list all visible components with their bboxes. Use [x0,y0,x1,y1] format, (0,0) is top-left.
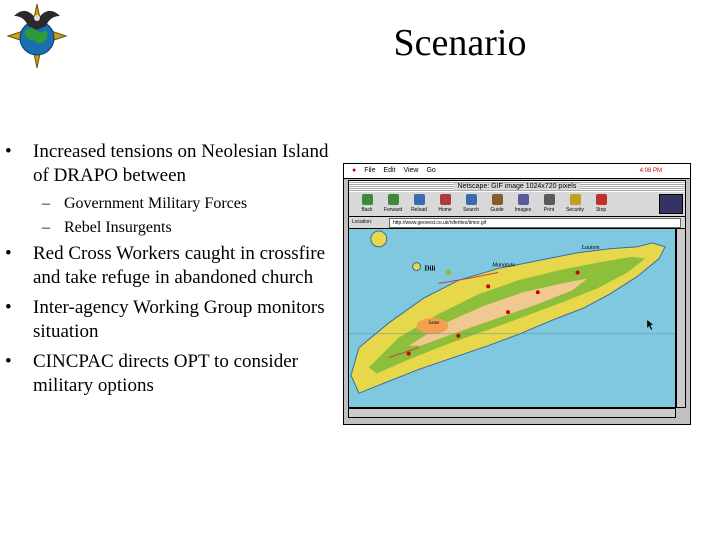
slide-title: Scenario [393,22,527,64]
dash-marker: – [42,195,50,212]
bullet-text: CINCPAC directs OPT to consider military options [33,351,298,396]
stop-icon [596,194,607,205]
home-icon [440,194,451,205]
bullet-item [0,350,330,398]
menu-file[interactable]: File [364,167,376,174]
menubar-clock: 4:08 PM [639,168,662,174]
bullet-item [0,140,330,188]
sub-bullet-item [0,194,330,214]
sub-bullet-item [0,218,330,238]
horizontal-scrollbar[interactable] [348,408,676,418]
sub-bullet-text: Rebel Insurgents [64,219,172,236]
apple-icon: ● [352,167,357,174]
command-emblem-logo [2,2,72,70]
bullet-marker: • [5,141,12,162]
bullet-item [0,296,330,344]
forward-arrow-icon [388,194,399,205]
map-label-north: Manatuto [492,262,516,269]
browser-screenshot [343,163,691,425]
guide-icon [492,194,503,205]
map-label-south: Same [428,320,440,326]
island-map-image [348,228,676,408]
search-icon [466,194,477,205]
forward-button[interactable]: Forward [381,194,405,213]
reload-button[interactable]: Reload [407,194,431,213]
guide-button[interactable]: Guide [485,194,509,213]
images-button[interactable]: Images [511,194,535,213]
vertical-scrollbar[interactable] [676,228,686,408]
reload-icon [414,194,425,205]
bullet-text: Inter-agency Working Group monitors situation [33,297,325,342]
home-button[interactable]: Home [433,194,457,213]
search-button[interactable]: Search [459,194,483,213]
bullet-text: Increased tensions on Neolesian Island of DRAPO between [33,141,329,186]
print-button[interactable]: Print [537,194,561,213]
back-button[interactable]: Back [355,194,379,213]
bullet-list [0,140,330,404]
browser-toolbar [348,192,686,216]
netscape-logo-icon [659,194,683,214]
menu-edit[interactable]: Edit [383,167,396,174]
bullet-marker: • [5,297,12,318]
bullet-text: Red Cross Workers caught in crossfire and take refuge in abandoned church [33,243,326,288]
map-label-east: Lautem [581,244,600,251]
location-label: Location: [352,219,373,225]
back-arrow-icon [362,194,373,205]
bullet-marker: • [5,351,12,372]
location-input[interactable]: http://www.geovest.co.uk/niferties/timor.gif [389,218,681,228]
bullet-item [0,242,330,290]
security-button[interactable]: Security [563,194,587,213]
lock-icon [570,194,581,205]
printer-icon [544,194,555,205]
window-title: Netscape: GIF image 1024x720 pixels [454,183,581,190]
menu-go[interactable]: Go [426,167,436,174]
stop-button[interactable]: Stop [589,194,613,213]
sub-bullet-text: Government Military Forces [64,195,248,212]
images-icon [518,194,529,205]
bullet-marker: • [5,243,12,264]
mac-menubar [344,164,690,179]
map-label-west: Dili [424,265,436,273]
menu-view[interactable]: View [403,167,419,174]
dash-marker: – [42,219,50,236]
